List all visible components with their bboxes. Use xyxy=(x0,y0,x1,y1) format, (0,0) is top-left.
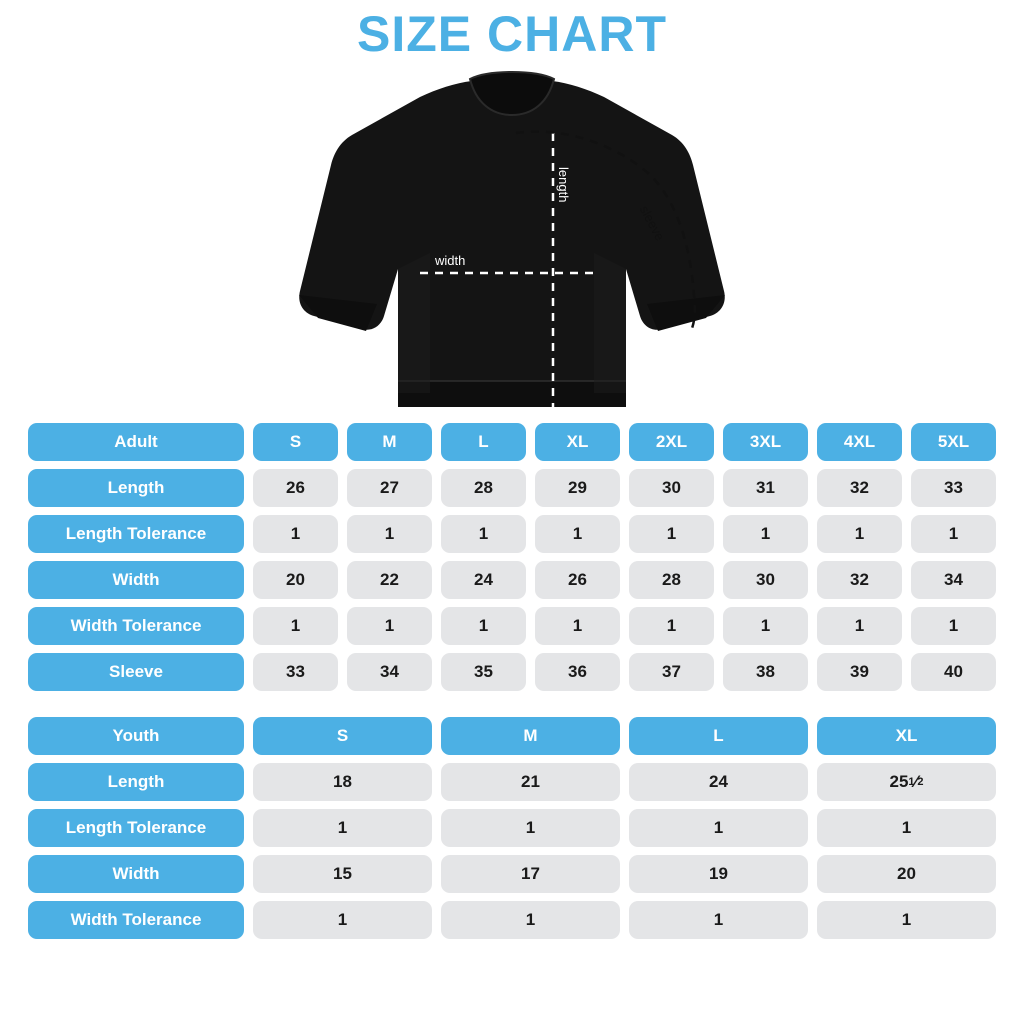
cell-width-tolerance-xl: 1 xyxy=(535,607,620,645)
youth-cell-width-l: 19 xyxy=(629,855,808,893)
table-row xyxy=(28,901,996,939)
youth-cell-length-tolerance-s: 1 xyxy=(253,809,432,847)
youth-cell-width-s: 15 xyxy=(253,855,432,893)
cell-width-tolerance-2xl: 1 xyxy=(629,607,714,645)
table-header-row xyxy=(28,423,996,461)
table-row xyxy=(28,561,996,599)
cell-width-s: 20 xyxy=(253,561,338,599)
cell-length-tolerance-m: 1 xyxy=(347,515,432,553)
cell-sleeve-xl: 36 xyxy=(535,653,620,691)
cell-width-tolerance-m: 1 xyxy=(347,607,432,645)
youth-cell-width-xl: 20 xyxy=(817,855,996,893)
width-label: width xyxy=(435,252,466,268)
table-row xyxy=(28,855,996,893)
youth-cell-width-tolerance-xl: 1 xyxy=(817,901,996,939)
youth-column-header-m: M xyxy=(441,717,620,755)
youth-column-header-s: S xyxy=(253,717,432,755)
table-row xyxy=(28,763,996,801)
table-row xyxy=(28,515,996,553)
column-header-3xl: 3XL xyxy=(723,423,808,461)
cell-sleeve-s: 33 xyxy=(253,653,338,691)
youth-row-label-width: Width xyxy=(28,855,244,893)
youth-row-label-length: Length xyxy=(28,763,244,801)
cell-length-m: 27 xyxy=(347,469,432,507)
cell-width-tolerance-5xl: 1 xyxy=(911,607,996,645)
column-header-m: M xyxy=(347,423,432,461)
table-row xyxy=(28,469,996,507)
cell-width-tolerance-l: 1 xyxy=(441,607,526,645)
cell-width-tolerance-s: 1 xyxy=(253,607,338,645)
row-label-length-tolerance: Length Tolerance xyxy=(28,515,244,553)
table-header-row xyxy=(28,717,996,755)
cell-sleeve-l: 35 xyxy=(441,653,526,691)
table-row xyxy=(28,809,996,847)
youth-cell-length-s: 18 xyxy=(253,763,432,801)
cell-width-5xl: 34 xyxy=(911,561,996,599)
column-header-2xl: 2XL xyxy=(629,423,714,461)
youth-column-header-l: L xyxy=(629,717,808,755)
youth-row-label-length-tolerance: Length Tolerance xyxy=(28,809,244,847)
cell-width-2xl: 28 xyxy=(629,561,714,599)
row-label-sleeve: Sleeve xyxy=(28,653,244,691)
column-header-4xl: 4XL xyxy=(817,423,902,461)
cell-length-5xl: 33 xyxy=(911,469,996,507)
cell-sleeve-2xl: 37 xyxy=(629,653,714,691)
column-header-xl: XL xyxy=(535,423,620,461)
row-label-width-tolerance: Width Tolerance xyxy=(28,607,244,645)
table-row xyxy=(28,607,996,645)
cell-length-3xl: 31 xyxy=(723,469,808,507)
cell-length-tolerance-5xl: 1 xyxy=(911,515,996,553)
cell-width-m: 22 xyxy=(347,561,432,599)
cell-sleeve-m: 34 xyxy=(347,653,432,691)
cell-width-tolerance-3xl: 1 xyxy=(723,607,808,645)
youth-cell-length-tolerance-xl: 1 xyxy=(817,809,996,847)
table-row xyxy=(28,653,996,691)
youth-column-header-xl: XL xyxy=(817,717,996,755)
cell-length-tolerance-s: 1 xyxy=(253,515,338,553)
column-header-5xl: 5XL xyxy=(911,423,996,461)
row-label-width: Width xyxy=(28,561,244,599)
sweatshirt-graphic xyxy=(0,63,1024,423)
page-title: SIZE CHART xyxy=(357,6,667,62)
cell-length-2xl: 30 xyxy=(629,469,714,507)
youth-cell-length-xl: 25 1 ⁄ 2 xyxy=(817,763,996,801)
youth-size-table xyxy=(0,717,1024,939)
cell-width-xl: 26 xyxy=(535,561,620,599)
cell-length-4xl: 32 xyxy=(817,469,902,507)
cell-width-3xl: 30 xyxy=(723,561,808,599)
cell-length-tolerance-3xl: 1 xyxy=(723,515,808,553)
cell-length-tolerance-4xl: 1 xyxy=(817,515,902,553)
youth-cell-width-tolerance-m: 1 xyxy=(441,901,620,939)
adult-header-label: Adult xyxy=(28,423,244,461)
youth-cell-length-tolerance-l: 1 xyxy=(629,809,808,847)
cell-length-tolerance-2xl: 1 xyxy=(629,515,714,553)
cell-width-tolerance-4xl: 1 xyxy=(817,607,902,645)
length-label: length xyxy=(556,166,571,202)
cell-width-l: 24 xyxy=(441,561,526,599)
youth-cell-length-m: 21 xyxy=(441,763,620,801)
cell-sleeve-5xl: 40 xyxy=(911,653,996,691)
youth-cell-width-m: 17 xyxy=(441,855,620,893)
cell-sleeve-4xl: 39 xyxy=(817,653,902,691)
cell-length-l: 28 xyxy=(441,469,526,507)
adult-size-table xyxy=(0,423,1024,691)
cell-length-xl: 29 xyxy=(535,469,620,507)
youth-cell-width-tolerance-s: 1 xyxy=(253,901,432,939)
sleeve-label: sleeve xyxy=(636,202,668,243)
column-header-s: S xyxy=(253,423,338,461)
cell-length-tolerance-xl: 1 xyxy=(535,515,620,553)
youth-cell-length-tolerance-m: 1 xyxy=(441,809,620,847)
column-header-l: L xyxy=(441,423,526,461)
row-label-length: Length xyxy=(28,469,244,507)
cell-length-tolerance-l: 1 xyxy=(441,515,526,553)
youth-row-label-width-tolerance: Width Tolerance xyxy=(28,901,244,939)
garment-illustration xyxy=(0,63,1024,423)
cell-sleeve-3xl: 38 xyxy=(723,653,808,691)
cell-length-s: 26 xyxy=(253,469,338,507)
youth-cell-width-tolerance-l: 1 xyxy=(629,901,808,939)
table-divider xyxy=(0,699,1024,717)
youth-cell-length-l: 24 xyxy=(629,763,808,801)
cell-width-4xl: 32 xyxy=(817,561,902,599)
youth-header-label: Youth xyxy=(28,717,244,755)
